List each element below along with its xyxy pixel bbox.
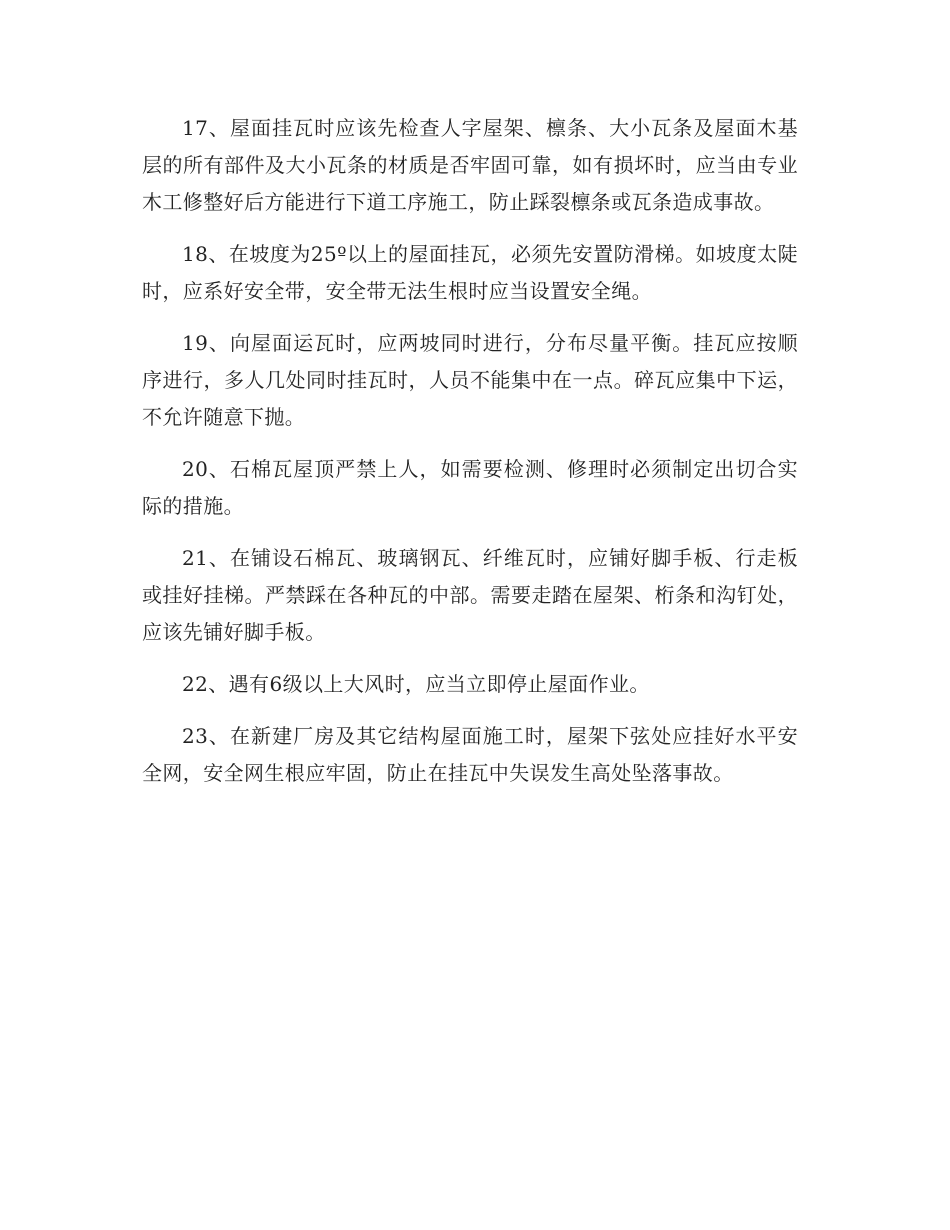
paragraph-23: 23、在新建厂房及其它结构屋面施工时，屋架下弦处应挂好水平安全网，安全网生根应牢固，防止在挂瓦中失误发生高处坠落事故。 xyxy=(142,724,798,785)
paragraph-21: 21、在铺设石棉瓦、玻璃钢瓦、纤维瓦时，应铺好脚手板、行走板或挂好挂梯。严禁踩在各种瓦的中部。需要走踏在屋架、桁条和沟钉处，应该先铺好脚手板。 xyxy=(142,546,798,644)
paragraph-19: 19、向屋面运瓦时，应两坡同时进行，分布尽量平衡。挂瓦应按顺序进行，多人几处同时挂瓦时，人员不能集中在一点。碎瓦应集中下运，不允许随意下抛。 xyxy=(142,331,798,429)
paragraph-17: 17、屋面挂瓦时应该先检查人字屋架、檩条、大小瓦条及屋面木基层的所有部件及大小瓦条的材质是否牢固可靠，如有损坏时，应当由专业木工修整好后方能进行下道工序施工，防止踩裂檩条或瓦条造成事故。 xyxy=(142,116,798,214)
paragraph-18: 18、在坡度为25º以上的屋面挂瓦，必须先安置防滑梯。如坡度太陡时，应系好安全带，安全带无法生根时应当设置安全绳。 xyxy=(142,242,798,303)
document-body xyxy=(142,110,798,807)
paragraph-22: 22、遇有6级以上大风时，应当立即停止屋面作业。 xyxy=(182,672,650,696)
paragraph-20: 20、石棉瓦屋顶严禁上人，如需要检测、修理时必须制定出切合实际的措施。 xyxy=(142,457,798,518)
